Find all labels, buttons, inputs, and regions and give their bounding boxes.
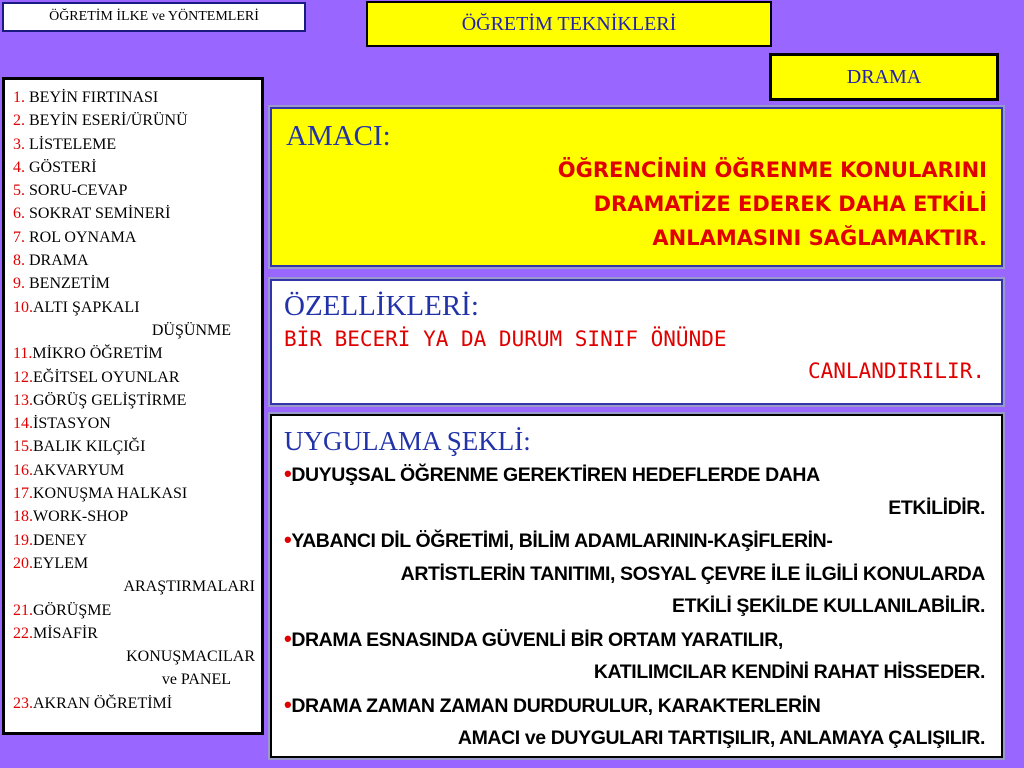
aim-text bbox=[286, 153, 989, 255]
list-item-continuation: ARAŞTIRMALARI bbox=[123, 578, 255, 596]
list-item: 9. BENZETİM bbox=[13, 275, 110, 293]
list-item: 4. GÖSTERİ bbox=[13, 158, 97, 176]
features-heading: ÖZELLİKLERİ: bbox=[284, 290, 479, 322]
list-item: 3. LİSTELEME bbox=[13, 135, 117, 153]
bullet-icon: • bbox=[284, 625, 292, 651]
bullet-icon: • bbox=[284, 461, 292, 486]
list-item: 12.EĞİTSEL OYUNLAR bbox=[13, 368, 180, 386]
usage-item bbox=[284, 458, 989, 524]
list-item: 21.GÖRÜŞME bbox=[13, 601, 112, 619]
list-item: 6. SOKRAT SEMİNERİ bbox=[13, 205, 171, 223]
list-item-continuation: ve PANEL bbox=[161, 671, 231, 689]
list-item: 22.MİSAFİR bbox=[13, 624, 98, 642]
list-item: 17.KONUŞMA HALKASI bbox=[13, 485, 188, 503]
features-line: BİR BECERİ YA DA DURUM SINIF ÖNÜNDE bbox=[284, 327, 727, 351]
section-label: DRAMA bbox=[769, 53, 999, 101]
list-item-continuation: DÜŞÜNME bbox=[151, 321, 231, 339]
list-item: 16.AKVARYUM bbox=[13, 461, 125, 479]
aim-line: ANLAMASINI SAĞLAMAKTIR. bbox=[652, 226, 987, 250]
list-item: 14.İSTASYON bbox=[13, 415, 111, 433]
list-item-continuation: KONUŞMACILAR bbox=[126, 648, 255, 666]
list-item: 10.ALTI ŞAPKALI bbox=[13, 298, 140, 316]
features-box bbox=[270, 279, 1003, 405]
usage-item bbox=[284, 623, 989, 689]
main-title: ÖĞRETİM TEKNİKLERİ bbox=[366, 1, 772, 47]
list-item: 2. BEYİN ESERİ/ÜRÜNÜ bbox=[13, 112, 188, 130]
list-item: 23.AKRAN ÖĞRETİMİ bbox=[13, 694, 173, 712]
usage-line: DUYUŞSAL ÖĞRENME GEREKTİREN HEDEFLERDE DAHA bbox=[291, 464, 820, 486]
list-item: 8. DRAMA bbox=[13, 252, 89, 270]
usage-line: KATILIMCILAR KENDİNİ RAHAT HİSSEDER. bbox=[593, 661, 985, 683]
usage-item bbox=[284, 689, 989, 755]
aim-heading: AMACI: bbox=[286, 120, 391, 152]
aim-line: DRAMATİZE EDEREK DAHA ETKİLİ bbox=[593, 192, 987, 216]
features-line: CANLANDIRILIR. bbox=[807, 359, 985, 383]
list-item: 18.WORK-SHOP bbox=[13, 508, 129, 526]
technique-list bbox=[2, 77, 264, 735]
list-item: 13.GÖRÜŞ GELİŞTİRME bbox=[13, 391, 187, 409]
aim-box bbox=[270, 107, 1003, 267]
corner-label: ÖĞRETİM İLKE ve YÖNTEMLERİ bbox=[2, 2, 306, 32]
list-item: 5. SORU-CEVAP bbox=[13, 182, 128, 200]
usage-line: YABANCI DİL ÖĞRETİMİ, BİLİM ADAMLARININ-KAŞİFLERİN- bbox=[291, 530, 833, 552]
usage-line: DRAMA ZAMAN ZAMAN DURDURULUR, KARAKTERLERİN bbox=[291, 694, 821, 717]
list-item: 20.EYLEM bbox=[13, 554, 89, 572]
list-item: 11.MİKRO ÖĞRETİM bbox=[13, 345, 163, 363]
usage-line: ETKİLİ ŞEKİLDE KULLANILABİLİR. bbox=[672, 595, 985, 617]
bullet-icon: • bbox=[284, 527, 292, 552]
usage-box bbox=[270, 414, 1003, 758]
usage-line: DRAMA ESNASINDA GÜVENLİ BİR ORTAM YARATILIR, bbox=[291, 628, 783, 651]
aim-line: ÖĞRENCİNİN ÖĞRENME KONULARINI bbox=[557, 158, 987, 182]
usage-line: AMACI ve DUYGULARI TARTIŞILIR, ANLAMAYA ÇALIŞILIR. bbox=[457, 727, 985, 749]
list-item: 15.BALIK KILÇIĞI bbox=[13, 438, 146, 456]
bullet-icon: • bbox=[284, 691, 292, 717]
usage-line: ARTİSTLERİN TANITIMI, SOSYAL ÇEVRE İLE İLGİLİ KONULARDA bbox=[400, 562, 985, 585]
usage-line: ETKİLİDİR. bbox=[888, 496, 985, 519]
usage-heading: UYGULAMA ŞEKLİ: bbox=[284, 426, 531, 456]
list-item: 1. BEYİN FIRTINASI bbox=[13, 89, 159, 106]
list-item: 7. ROL OYNAMA bbox=[13, 228, 137, 246]
features-text bbox=[284, 323, 989, 387]
usage-item bbox=[284, 524, 989, 623]
list-item: 19.DENEY bbox=[13, 531, 88, 549]
